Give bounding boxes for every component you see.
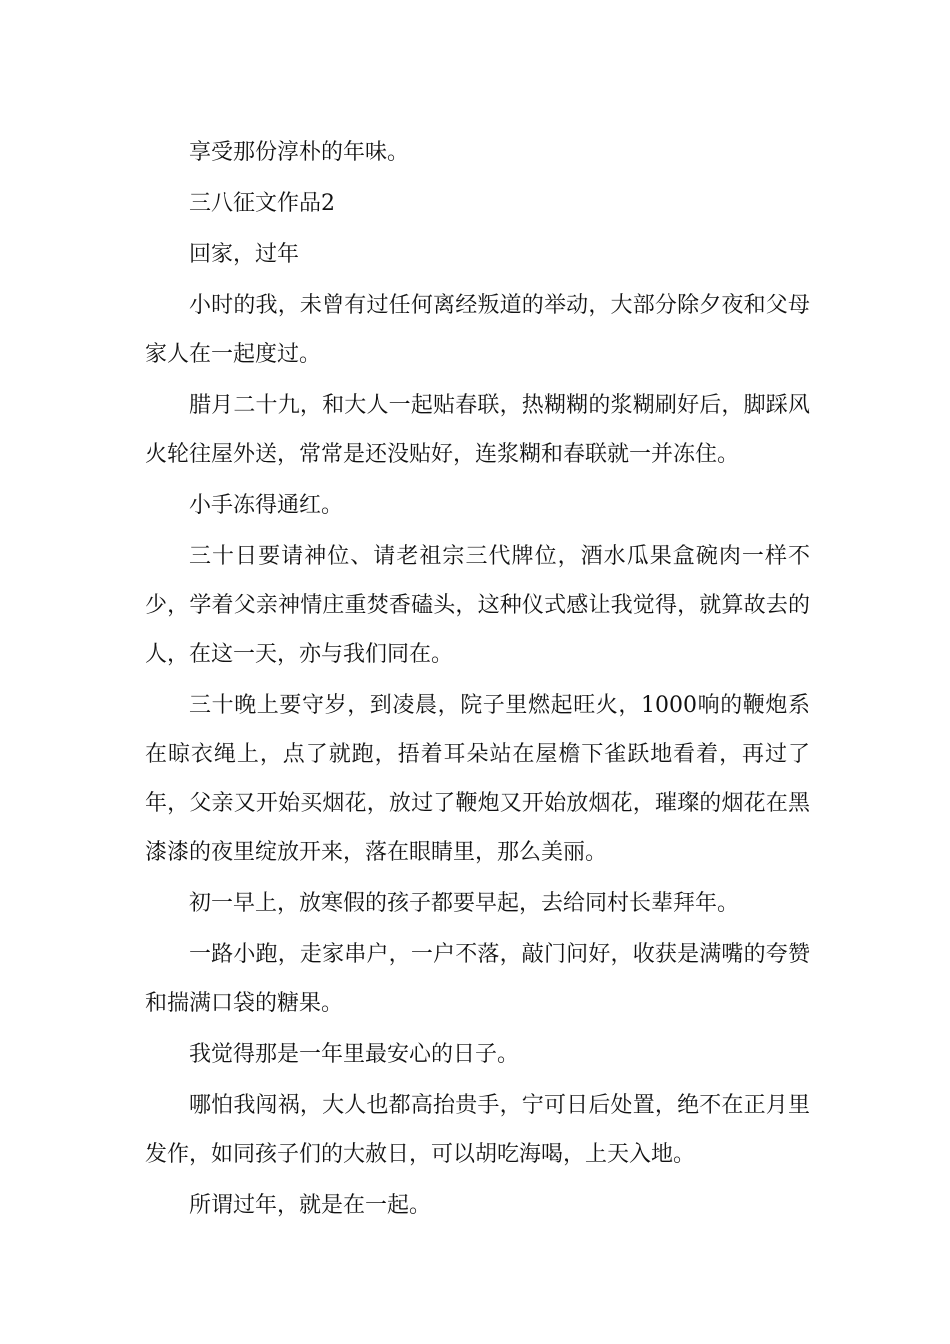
essay-title: 回家，过年 xyxy=(189,242,300,267)
paragraph: 初一早上，放寒假的孩子都要早起，去给同村长辈拜年。 xyxy=(189,891,740,916)
paragraph: 我觉得那是一年里最安心的日子。 xyxy=(189,1042,520,1067)
paragraph: 哪怕我闯祸，大人也都高抬贵手，宁可日后处置，绝不在正月里发作，如同孩子们的大赦日，可以胡吃海喝，上天入地。 xyxy=(145,1093,810,1167)
paragraph: 腊月二十九，和大人一起贴春联，热糊糊的浆糊刷好后，脚踩风火轮往屋外送，常常是还没贴好，连浆糊和春联就一并冻住。 xyxy=(145,393,810,467)
paragraph: 三十晚上要守岁，到凌晨，院子里燃起旺火，1000响的鞭炮系在晾衣绳上，点了就跑，捂着耳朵站在屋檐下雀跃地看着，再过了年，父亲又开始买烟花，放过了鞭炮又开始放烟花，璀璨的烟花在黑漆漆的夜里绽放开来，落在眼睛里，那么美丽。 xyxy=(145,693,810,865)
paragraph: 一路小跑，走家串户，一户不落，敲门问好，收获是满嘴的夸赞和揣满口袋的糖果。 xyxy=(145,942,810,1016)
paragraph-intro-closing: 享受那份淳朴的年味。 xyxy=(189,140,410,165)
paragraph: 小手冻得通红。 xyxy=(189,493,344,518)
paragraph: 小时的我，未曾有过任何离经叛道的举动，大部分除夕夜和父母家人在一起度过。 xyxy=(145,293,810,367)
paragraph: 三十日要请神位、请老祖宗三代牌位，酒水瓜果盒碗肉一样不少，学着父亲神情庄重焚香磕头，这种仪式感让我觉得，就算故去的人，在这一天，亦与我们同在。 xyxy=(145,544,810,667)
paragraph: 所谓过年，就是在一起。 xyxy=(189,1193,432,1218)
essay-heading: 三八征文作品2 xyxy=(189,191,335,216)
document-body xyxy=(145,128,810,1232)
